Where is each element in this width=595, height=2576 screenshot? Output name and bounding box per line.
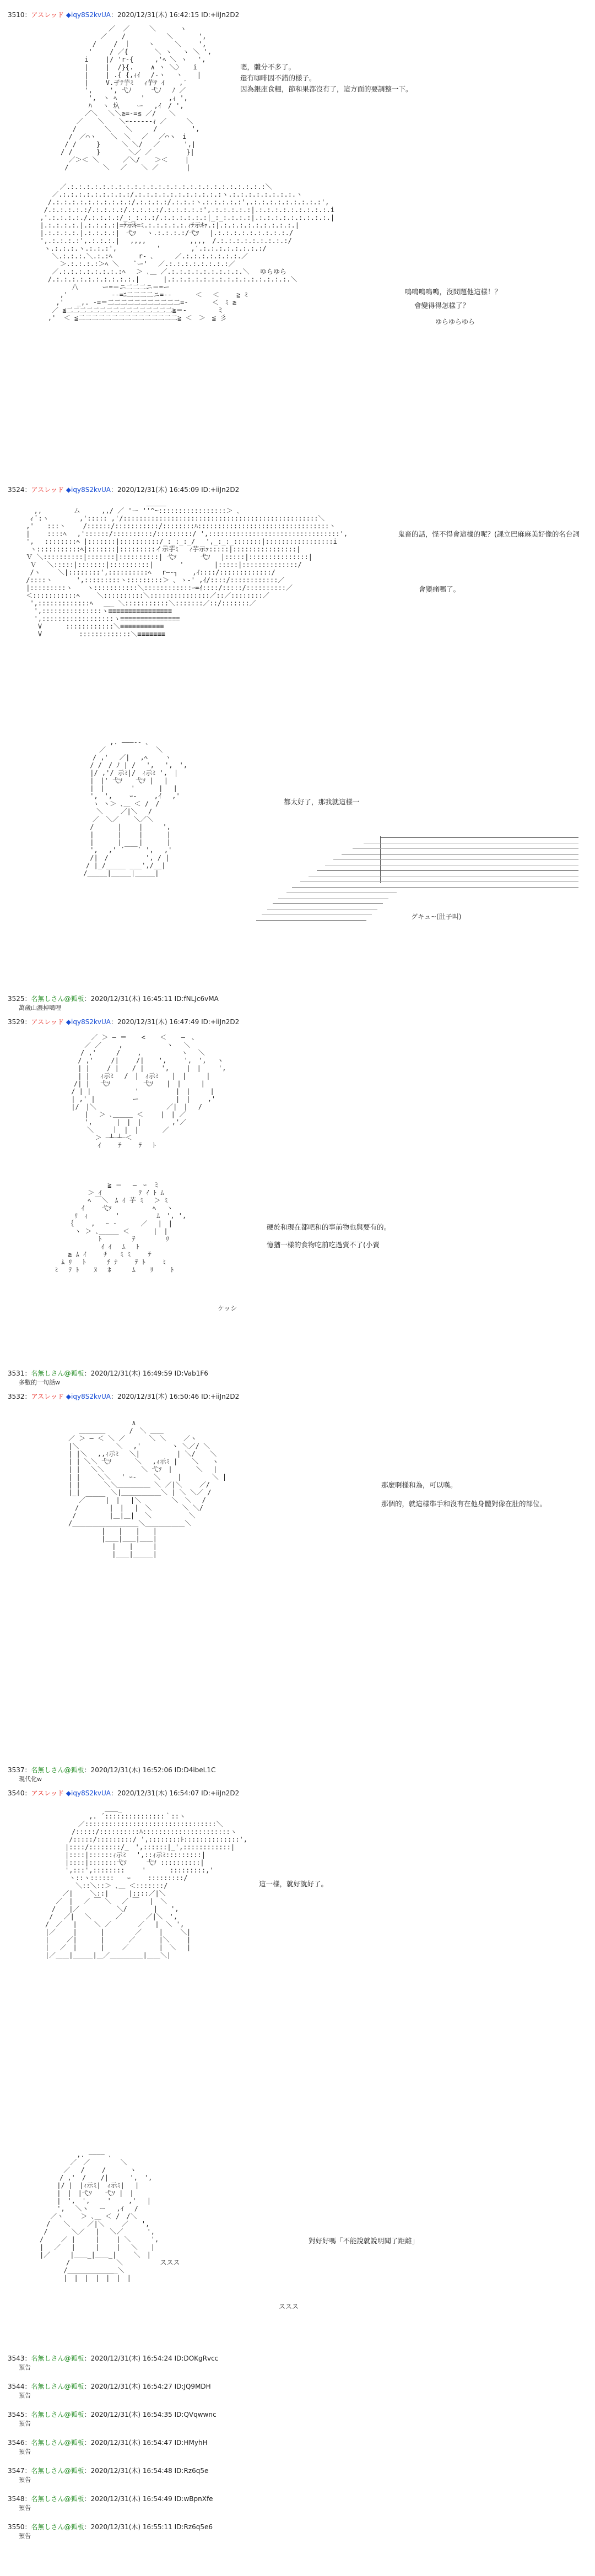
post-meta: 2020/12/31(木) 16:52:06 ID:D4ibeL1C (90, 1766, 216, 1774)
dialogue-line: 都太好了，那我就這樣一 (284, 798, 360, 806)
dialogue-line: 那個的，就這樣準手和沒有在他身體對像在肚的部位。 (381, 1500, 547, 1508)
header-separator: ： (111, 486, 118, 494)
header-separator: ： (111, 1393, 118, 1400)
post-meta: 2020/12/31(木) 16:54:24 ID:DOKgRvcc (90, 2355, 219, 2362)
post-number: 3532： (8, 1393, 31, 1400)
speed-line (278, 898, 388, 899)
ascii-art-character: ／.:.:.:.:.:.:.:.:.:.:.:.:.:.:.:.:.:.:.:.:.:.:.:.:.:＼ ／.:.:.:.:.:.:.:.:.:/.:.:.:.:.:.:.:.:.:.:.:ヽ.:.:.:.:.:.:.:.:.ヽ /.:.:.:.:.:.:.:.:.:.:/.:.:.:.:/.:.:.:ヽ.:.:.:.:.:',.:.:.:.:.:.:.:.:.:', /.:.:.:.:.:/.:.:.:.:/.:.:.:.:/.:.:.:.:.:',.:.:.:.:.:|.:.:.:.:.:.:.:.:.:.i ,'.:.:.:.:./.:.:.:.:/_:_:.:.:/.:.:.:.:.:.:|_:_:.:.:.:|.:.:.:.:.:.:.:.:.:.| |.:.:.:.:.|.:.:.:.:|=ﾃ示ｷ=ﾐ.:.:.:.:.:.ｨﾃ示ｷｧ.:|.:.:.:.:.:.:.:.:.:.| |.:.:.:.:.|.:.:.:.:| 弋ﾂ ヽ.:.:.:.:/弋ﾂ |.:.:.:.:.:.:.:.:.:./ ',.:.:.:.:',.:.:.:.| ,,,, ,,,, /.:.:.:.:.:.:.:.:.:/ ヽ.:.:.:.ヽ.:.:.:', ' ,′.:.:.:.:.:.:.:.:/ ＼.:.:.:.＼.:.:ﾍ r‐ ､ ／.:.:.:.:.:.:.:.／ ＞.:.:.:.:＞ﾍ ＼ ﾞー' ／.:.:.:.:.:.:.:.:／ ／.:.:.:.:.:.:.:.:ﾍ ＞ ､＿ ／.:.:.:.:.:.:.:.:.:.＼ ゆらゆら /.:.:.:.:.:.:.:.:.:.:.| |.:.:.:.:.:.:.:.:.:.:.:.:.:.:.:.＼ 八 ー=＝ニ二二二ニ＝=ー ,' -‐=ﾆ二二二二ニ=‐- ＜ ＜ ≧ ﾐ ,' _,. -=＝二二二二二二二二二二二=- ＜ ﾐ ≧ ／ ≦二二二二二二二二二二二二二二二二≧＝- ミ ,' ＜ ≦二二二二二二二二二二二二二二二≧ ＜ ＞ ≦ 彡 (40, 183, 335, 322)
speed-line (300, 881, 578, 882)
post-number: 3547： (8, 2467, 31, 2475)
poster-name[interactable]: 名無しさん@狐板 (31, 2383, 84, 2390)
poster-name[interactable]: 名無しさん@狐板 (31, 1370, 84, 1377)
dialogue-line: 因為銀座食糧，節和果都沒有了，這方面的要調整一下。 (240, 85, 413, 93)
poster-name[interactable]: 名無しさん@狐板 (31, 1766, 84, 1774)
poster-name[interactable]: アスレッド (31, 1018, 64, 1026)
poster-name[interactable]: 名無しさん@狐板 (31, 2495, 84, 2503)
post-header (8, 1788, 239, 1798)
header-separator: ： (84, 2355, 91, 2362)
post-meta: 2020/12/31(木) 16:55:11 ID:Rz6q5e6 (90, 2523, 213, 2531)
post-number: 3543： (8, 2355, 31, 2362)
post-header (8, 1392, 239, 1401)
dialogue-line: 硬於和現在都吧和的事前物也與要有的。 (267, 1223, 391, 1231)
post-number: 3537： (8, 1766, 31, 1774)
poster-name[interactable]: 名無しさん@狐板 (31, 995, 84, 1003)
post-meta: 2020/12/31(木) 16:50:46 ID:+iiJn2D2 (117, 1393, 240, 1400)
post-number: 3550： (8, 2523, 31, 2531)
ascii-art-character: ＿＿_ ,. ´:::::::::::::::｀::ヽ ／:::::::::::::::::::::::::::::::::＼ /:::::/::::::::::ﾊ::::::::::::::::::::::ヽ /:::::/:::::::::/ ',::::::::ﾄ::::::::::::::', |::::/::::::::/_ ',::::::|_',::::::::::::| |::::|::::::ｨ示ﾐ ',::ｨ示ﾐ:::::::::| |::::|:::::::弋ｿ 弋ｿ ::::::::::| ',:::',:::::::: ' :::::::::,' ヽ::ヽ:::::: ｰ :::::::::/ ＼::＼::＞ ､＿ ＜:::::::/ ／| ＼::| |::::／|＼ ／ | ／ ￣ ＼ ／ ￣ | ＼ / |／ ＼/ | ', / ／| ＼ ／ ／|＼ ', / ／ | ＼ ／ ／ | ＼ ', |／ | | ／ | ＼| | ／| | ／ |＼ | | ／ | | ／ | ＼ | |／＿＿|＿＿＿|＿／＿＿＿＿＿|＿＿＼| (45, 1805, 248, 1959)
poster-name[interactable]: 名無しさん@狐板 (31, 2355, 84, 2362)
poster-name[interactable]: アスレッド (31, 1789, 64, 1797)
post-body: 現代化w (19, 1776, 42, 1783)
post-header (8, 2494, 213, 2503)
post-meta: 2020/12/31(木) 16:42:15 ID:+iiJn2D2 (117, 11, 240, 19)
header-separator: ： (111, 1789, 118, 1797)
post-number: 3524： (8, 486, 31, 494)
poster-name[interactable]: アスレッド (31, 1393, 64, 1400)
post-number: 3544： (8, 2383, 31, 2390)
speed-line (333, 859, 578, 860)
post-number: 3545： (8, 2411, 31, 2418)
poster-name[interactable]: 名無しさん@狐板 (31, 2523, 84, 2531)
header-separator: ： (84, 1766, 91, 1774)
post-number: 3531： (8, 1370, 31, 1377)
dialogue-line: 對好好嗎「不能說就說明聞了距離」 (309, 2237, 419, 2245)
post-header (8, 1765, 215, 1774)
post-body: 預告 (19, 2476, 31, 2483)
post-body: 萬歲山濃掉噶哩 (19, 1004, 61, 1011)
dialogue-line: 會變得得怎樣了？ (414, 301, 470, 310)
post-body: 預告 (19, 2504, 31, 2512)
speed-line (267, 909, 377, 910)
post-body: 多數的一句話w (19, 1379, 60, 1386)
speed-line (286, 892, 397, 893)
header-separator: ： (84, 2467, 91, 2475)
post-meta: 2020/12/31(木) 16:54:35 ID:QVqwwnc (90, 2411, 217, 2418)
speed-line (273, 903, 383, 904)
post-meta: 2020/12/31(木) 16:47:49 ID:+iiJn2D2 (117, 1018, 240, 1026)
post-meta: 2020/12/31(木) 16:54:48 ID:Rz6q5e (90, 2467, 209, 2475)
post-meta: 2020/12/31(木) 16:49:59 ID:Vab1F6 (90, 1370, 208, 1377)
sound-effect: グキュ~(肚子叫) (411, 913, 462, 921)
post-meta: 2020/12/31(木) 16:54:49 ID:wBpnXfe (90, 2495, 213, 2503)
post-header (8, 2522, 213, 2531)
ascii-art-character: ／ ＞ ― ＝ < ＜ ― 、 ／ ／ , ヽ ＼ / ,' / , ヽ ＼ / ,' /| /| ', ', ', ヽ | | / | / | ', | | ', | | ｨ示ﾐ / | ｨ示ﾐ | | | /| | 弋ｿ 弋ｿ | | | / | | ' | | | | ,' | ー | | ,' |/ |＼ ／| | / | ＞ ､＿＿＿ ＜ | | ／ ', | | | ,'／ ＼ ｜ | | ／ ＞ ―┴―┴―＜ ｲ ﾃ ﾃ ﾄ (71, 1033, 226, 1149)
ascii-art-character: ＿＿＿ ,, ム ,,/ ／ 'ー ''^~:::::::::::::::::＞ ､ ｨ ﾞ:ヽ ,'::::: ,'/:::::::::::::::::::::::::::::::::::::::::::::::::＼ ,' :::ヽ /::::::/:::::::::::/::::::::ﾊ:::::::::::::::::::::::::::::::::ヽ | ::::ﾍ ,'::::::/::::::::::/:::::::::/ ',:::::::::::::::::::::::::::::::::', ', ::::::::ﾍ |:::::::|::::::::::/_:_:_:_/ ',_:_:_:::::::|:::::::::::::::::i ヽ:::::::::::ﾍ|:::::::|:::::::::イ示芋ﾐ ｨ芋示ｧ:::::|::::::::::::::::| Ｖ ＼::::::::::|:::::::|::::::::::| 弋ｿ 弋ｿ |:::::|:::::::::::::::| Ｖ ＼:::::|:::::::|::::::::::| ' |:::::|::::::::::::::/ /ヽ ＼|::::::::',::::::::::ﾍ r―‐┐ ,ｲ::::/:::::::::::::/ /::::ヽ ',:::::::::ヽ:::::::::＞ ､ ゝ-' ,ｲ/::::/::::::::::::／ |:::::::::ヽ ヽ:::::::::::＼::::::::::::ｰ=ｲ::::/:::::/::::::::::／ ＜:::::::::::ﾍ ＼::::::::::＼:::::::::::::::／::／::::::::／ ',:::::::::::::ﾍ ＿_ ＼:::::::::::＼:::::::／::/:::::::／ ',:::::::::::::::ヽ≡≡≡≡≡≡≡≡≡≡≡≡≡≡≡≡ ',::::::::::::::::::ヽ≡≡≡≡≡≡≡≡≡≡≡≡≡≡≡ V ::::::::::::＼≡≡≡≡≡≡≡≡≡≡≡ V :::::::::::::＼≡≡≡≡≡≡≡ (26, 499, 348, 638)
dialogue-line: 這一樣，就好就好了。 (259, 1880, 328, 1888)
post-header (8, 2466, 208, 2475)
header-separator: ： (84, 995, 91, 1003)
post-number: 3510： (8, 11, 31, 19)
speed-line (317, 870, 578, 871)
header-separator: ： (111, 1018, 118, 1026)
dialogue-line: 嗚嗚嗚嗚嗚，沒問題他這樣！？ (405, 288, 502, 296)
header-separator: ： (84, 2383, 91, 2390)
dialogue-line: 那麼啊樣和為，可以嘆。 (381, 1481, 457, 1489)
post-meta: 2020/12/31(木) 16:54:27 ID:JQ9MDH (90, 2383, 211, 2390)
ascii-art-character: ≧ ＝ ― ｰ ミ ＞ ｲ ﾃ ｲ ﾄ ﾑ ﾍ ￣＼ ﾑ ｲ 芋 ﾐ ＞ ﾐ ｲ 弋ｿ ﾍ ヽ ﾘ ｨ ' ﾑ ', ', ｛ , ｰ - ／ | | ヽ ＞ ､＿＿＿ ＜ | | ﾄ ﾃ ﾘ ｲ ｲ ﾑ ﾄ ≧ ﾑ ｲ ﾁ ﾐ ﾐ ﾃ ﾑ ﾘ ﾄ ﾁ ﾅ ﾃ ﾄ ﾐ ﾐ ﾃ ﾄ ﾇ ﾎ ﾑ ﾘ ﾄ (55, 1181, 187, 1274)
post-header (8, 2410, 217, 2419)
header-separator: ： (84, 2495, 91, 2503)
post-header (8, 1368, 208, 1378)
post-header (8, 10, 239, 19)
post-meta: 2020/12/31(木) 16:45:09 ID:+iiJn2D2 (117, 486, 240, 494)
poster-trip[interactable]: ◆iqy8S2kvUA (66, 486, 111, 494)
post-body: 預告 (19, 2420, 31, 2427)
speed-line (380, 837, 578, 838)
sound-effect: ケッシ (218, 1305, 237, 1312)
speed-line (256, 920, 366, 921)
poster-trip[interactable]: ◆iqy8S2kvUA (66, 1018, 111, 1026)
poster-name[interactable]: アスレッド (31, 11, 64, 19)
header-separator: ： (84, 1370, 91, 1377)
post-number: 3548： (8, 2495, 31, 2503)
post-body: 預告 (19, 2448, 31, 2455)
poster-trip[interactable]: ◆iqy8S2kvUA (66, 1393, 111, 1400)
poster-trip[interactable]: ◆iqy8S2kvUA (66, 1789, 111, 1797)
post-header (8, 2353, 218, 2363)
dialogue-line: 會變痛嗎了。 (419, 585, 461, 593)
dialogue-line: 還有咖啡因不錯的樣子。 (240, 74, 316, 82)
post-header (8, 2382, 211, 2391)
poster-trip[interactable]: ◆iqy8S2kvUA (66, 11, 111, 19)
header-separator: ： (111, 11, 118, 19)
ascii-art-character: ／ ／ ＼ ヽ ／ / ＼ ', / / ｜ ヽ ＼ ', ' / ／{ ＼ ヽ ヽ ＼ ', i |/ 'r-{ ,'ﾍ ＼ ヽ ', | | /}{. ∧ ヽ ＼〉 i | | .{ {,ｨｲ /-ヽ ヽ | | V.孑ﾃ芋ﾐ ｨ芋ﾃ ｲ ,′ ', ', 弋ﾉ 弋ﾉ ﾉ ／ ', ヽ ﾍ ' ,ｨ ', ﾊ ヽ 圦 ー ,ｲ / ', ／＼ ＼＼≧=-=≦ ／/ ＼ ／ ＼ ＼ｰ------ｨ ／ ＼ / ＼ ＼ / ', / ／⌒ヽ ＼ ＼ ／ ／⌒ヽ i / / } ＼ ＼/ ／ ',| / / } ＼／ ／ }| ／＞＜ ＼ ／＼/ ＞＜ | / ＼ ／ ＼ ／ | (61, 25, 212, 171)
post-header (8, 2438, 208, 2447)
poster-name[interactable]: 名無しさん@狐板 (31, 2467, 84, 2475)
sound-effect: ゆらゆらゆら (435, 318, 475, 326)
ascii-art-character: ,. ―――― ､ ／ ／ ＼ ／ / / ヽ / ,' / /| ', ', |/ | |ｨ示ﾐ| ｨ示ﾐ| | | | |弋ｿ 弋ｿ | | | ', ', ' ,' | ', ＼ヽ ー ,ｲ / ／ヽ ＞ ､＿ ＜ / /＼ / ＼ ／|＼ ／ ', / ＼／ | ＼／ ', / ／ | | | ＼ ', | ／ | | | ＼ | |／ |＿＿_|＿＿_| ＼ | / ＼ ススス /＿＿＿＿＿＿＿_＼ | | | | | | | (40, 2151, 180, 2282)
post-body: 預告 (19, 2364, 31, 2371)
ascii-art-character: ,. ―――‐- ､ ／ ＼ / ,' ／| ,ﾍ ヽ / / / ﾉ | / ', ', ', |/ ,'/ 示ﾐ|/ ｨ示ﾐ ', | | |' 弋ｿ 弋ｿ | | | | ' | | ', ', ｰ- ,ｲ ,' ヽ ヽ＞ ､＿ ＜ / / ＼ ／|＼ / ／ ＼／ ＼／＼ / | | ', | | | | | | | | ', ,' ´￣￣` ', ,' /| / ', / | / |_/_____ ___',/__| /_____|_____|_____| (83, 738, 188, 877)
ascii-art-character: ∧ ＿＿＿＿ / ＼ ＿＿ ／ ＞ ― ＜ ＼ ／ ＼ ＼ ／ヽ |＼ ＼ ,' ヽ ＼／/ ＼ | |＼ ,,ｨ示ﾐ ＼| | ＼/ ＼ | | ＼＼ 弋ｿ ＼ ,ｨ示ﾐ | ＼ ヽ | | ＼＼ ＼ 弋ｿ | ＼ | | | ＼＼ ' ｰ- ＼ | ＼ | | | ＼＼＿＿＿＿＿ ＼ ／|＼ ／/ |_| ＼|＿＿＿＿＿＿＼ | ＼ ＼／ / ／￣￣￣| | |＼ ＼ ＼ / / | | | ＼ ＼ ＼/ / |＿|＿| ＼ ＼ /＿＿＿＿＿＿＿＿＿＿＼＿＿＿＿＿＿＼ | | | | |＿＿|＿＿|＿＿| | | | |＿＿|＿＿＿| (68, 1419, 227, 1558)
post-header (8, 994, 219, 1003)
poster-name[interactable]: アスレッド (31, 486, 64, 494)
post-header (8, 485, 239, 494)
post-body: 預告 (19, 2392, 31, 2399)
speed-line (353, 848, 578, 849)
dialogue-line: 鬼畜的話，怪不得會這樣的呢？(課立巴麻麻美好像的名台詞 (398, 530, 580, 538)
poster-name[interactable]: 名無しさん@狐板 (31, 2411, 84, 2418)
post-number: 3546： (8, 2439, 31, 2447)
post-meta: 2020/12/31(木) 16:45:11 ID:fNLJc6vMA (90, 995, 219, 1003)
post-meta: 2020/12/31(木) 16:54:07 ID:+iiJn2D2 (117, 1789, 240, 1797)
post-body: 預告 (19, 2532, 31, 2540)
post-number: 3529： (8, 1018, 31, 1026)
speed-line (262, 914, 372, 915)
post-number: 3525： (8, 995, 31, 1003)
header-separator: ： (84, 2439, 91, 2447)
post-meta: 2020/12/31(木) 16:54:47 ID:HMyhH (90, 2439, 208, 2447)
sound-effect: ススス (279, 2303, 299, 2310)
header-separator: ： (84, 2411, 91, 2418)
dialogue-line: 嗯，體分不多了。 (240, 63, 296, 71)
post-number: 3540： (8, 1789, 31, 1797)
post-header (8, 1017, 239, 1026)
header-separator: ： (84, 2523, 91, 2531)
dialogue-line: 憶猶一樣的食物吃前吃過賣不了(小賣 (267, 1241, 380, 1249)
poster-name[interactable]: 名無しさん@狐板 (31, 2439, 84, 2447)
